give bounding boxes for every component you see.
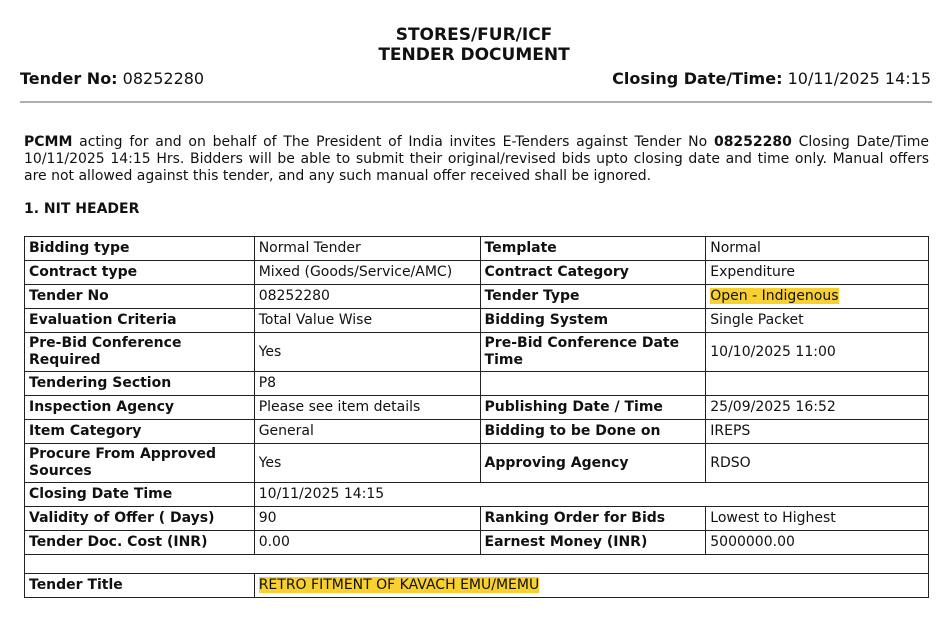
- table-row: [25, 444, 929, 483]
- intro-text-1: acting for and on behalf of The President of India invites E-Tenders against Tender No: [72, 134, 714, 150]
- label-bidding-system: Bidding System: [480, 309, 706, 333]
- label-earnest-money: Earnest Money (INR): [480, 531, 706, 555]
- header-divider: [20, 101, 932, 103]
- table-row: [25, 483, 929, 507]
- label-publishing-date: Publishing Date / Time: [480, 396, 706, 420]
- label-inspection-agency: Inspection Agency: [25, 396, 255, 420]
- table-row: [25, 507, 929, 531]
- label-prebid-datetime: Pre-Bid Conference Date Time: [480, 333, 706, 372]
- value-contract-category: Expenditure: [706, 261, 929, 285]
- value-validity-offer: 90: [254, 507, 480, 531]
- label-contract-type: Contract type: [25, 261, 255, 285]
- label-approving-agency: Approving Agency: [480, 444, 706, 483]
- value-closing-date: 10/11/2025 14:15: [254, 483, 928, 507]
- table-row: [25, 420, 929, 444]
- table-row: [25, 333, 929, 372]
- label-doc-cost: Tender Doc. Cost (INR): [25, 531, 255, 555]
- label-tendering-section: Tendering Section: [25, 372, 255, 396]
- value-publishing-date: 25/09/2025 16:52: [706, 396, 929, 420]
- intro-text-2: Closing Date/Time 10/11/2025 14:15 Hrs. Bidders will be able to submit their original/revised bids upto closing date and time only. Manual offers are not allowed against this tender, and any such manual offer received shall be ignored.: [24, 134, 929, 184]
- closing-date-label: Closing Date/Time:: [612, 69, 783, 88]
- document-subtitle: TENDER DOCUMENT: [378, 45, 570, 65]
- label-tender-no: Tender No: [25, 285, 255, 309]
- label-contract-category: Contract Category: [480, 261, 706, 285]
- empty-cell: [25, 555, 929, 574]
- tender-number-header: [20, 69, 204, 89]
- value-earnest-money: 5000000.00: [706, 531, 929, 555]
- label-item-category: Item Category: [25, 420, 255, 444]
- nit-header-table: [24, 236, 929, 598]
- table-row: [25, 531, 929, 555]
- label-template: Template: [480, 237, 706, 261]
- empty-cell: [480, 372, 706, 396]
- table-row: [25, 309, 929, 333]
- table-row: [25, 285, 929, 309]
- label-prebid-required: Pre-Bid Conference Required: [25, 333, 255, 372]
- value-tender-type: Open - Indigenous: [710, 288, 839, 304]
- table-row: [25, 396, 929, 420]
- value-approving-agency: RDSO: [706, 444, 929, 483]
- closing-date-value: 10/11/2025 14:15: [787, 69, 931, 88]
- intro-org: PCMM: [24, 134, 73, 150]
- value-template: Normal: [706, 237, 929, 261]
- value-tendering-section: P8: [254, 372, 480, 396]
- document-title: STORES/FUR/ICF: [395, 25, 553, 45]
- value-inspection-agency: Please see item details: [254, 396, 480, 420]
- value-contract-type: Mixed (Goods/Service/AMC): [254, 261, 480, 285]
- table-row: [25, 261, 929, 285]
- value-bidding-system: Single Packet: [706, 309, 929, 333]
- value-item-category: General: [254, 420, 480, 444]
- label-tender-title: Tender Title: [25, 574, 255, 598]
- tender-number-label: Tender No:: [20, 69, 118, 88]
- value-prebid-datetime: 10/10/2025 11:00: [706, 333, 929, 372]
- value-ranking-order: Lowest to Highest: [706, 507, 929, 531]
- value-tender-no: 08252280: [254, 285, 480, 309]
- value-doc-cost: 0.00: [254, 531, 480, 555]
- label-bidding-type: Bidding type: [25, 237, 255, 261]
- label-ranking-order: Ranking Order for Bids: [480, 507, 706, 531]
- label-bidding-platform: Bidding to be Done on: [480, 420, 706, 444]
- empty-cell: [706, 372, 929, 396]
- label-closing-date: Closing Date Time: [25, 483, 255, 507]
- value-tender-title-cell: [254, 574, 928, 598]
- value-tender-title: RETRO FITMENT OF KAVACH EMU/MEMU: [258, 577, 540, 593]
- table-row: [25, 574, 929, 598]
- spacer-row: [25, 555, 929, 574]
- value-approved-sources: Yes: [254, 444, 480, 483]
- value-evaluation-criteria: Total Value Wise: [254, 309, 480, 333]
- value-bidding-type: Normal Tender: [254, 237, 480, 261]
- label-approved-sources: Procure From Approved Sources: [25, 444, 255, 483]
- table-row: [25, 372, 929, 396]
- value-prebid-required: Yes: [254, 333, 480, 372]
- value-bidding-platform: IREPS: [706, 420, 929, 444]
- label-tender-type: Tender Type: [480, 285, 706, 309]
- value-tender-type-cell: [706, 285, 929, 309]
- closing-date-header: [612, 69, 931, 89]
- label-evaluation-criteria: Evaluation Criteria: [25, 309, 255, 333]
- tender-number-value: 08252280: [122, 69, 205, 88]
- intro-tender-no: 08252280: [713, 134, 792, 150]
- label-validity-offer: Validity of Offer ( Days): [25, 507, 255, 531]
- intro-paragraph: [24, 134, 929, 185]
- table-row: [25, 237, 929, 261]
- section-title: 1. NIT HEADER: [24, 201, 140, 217]
